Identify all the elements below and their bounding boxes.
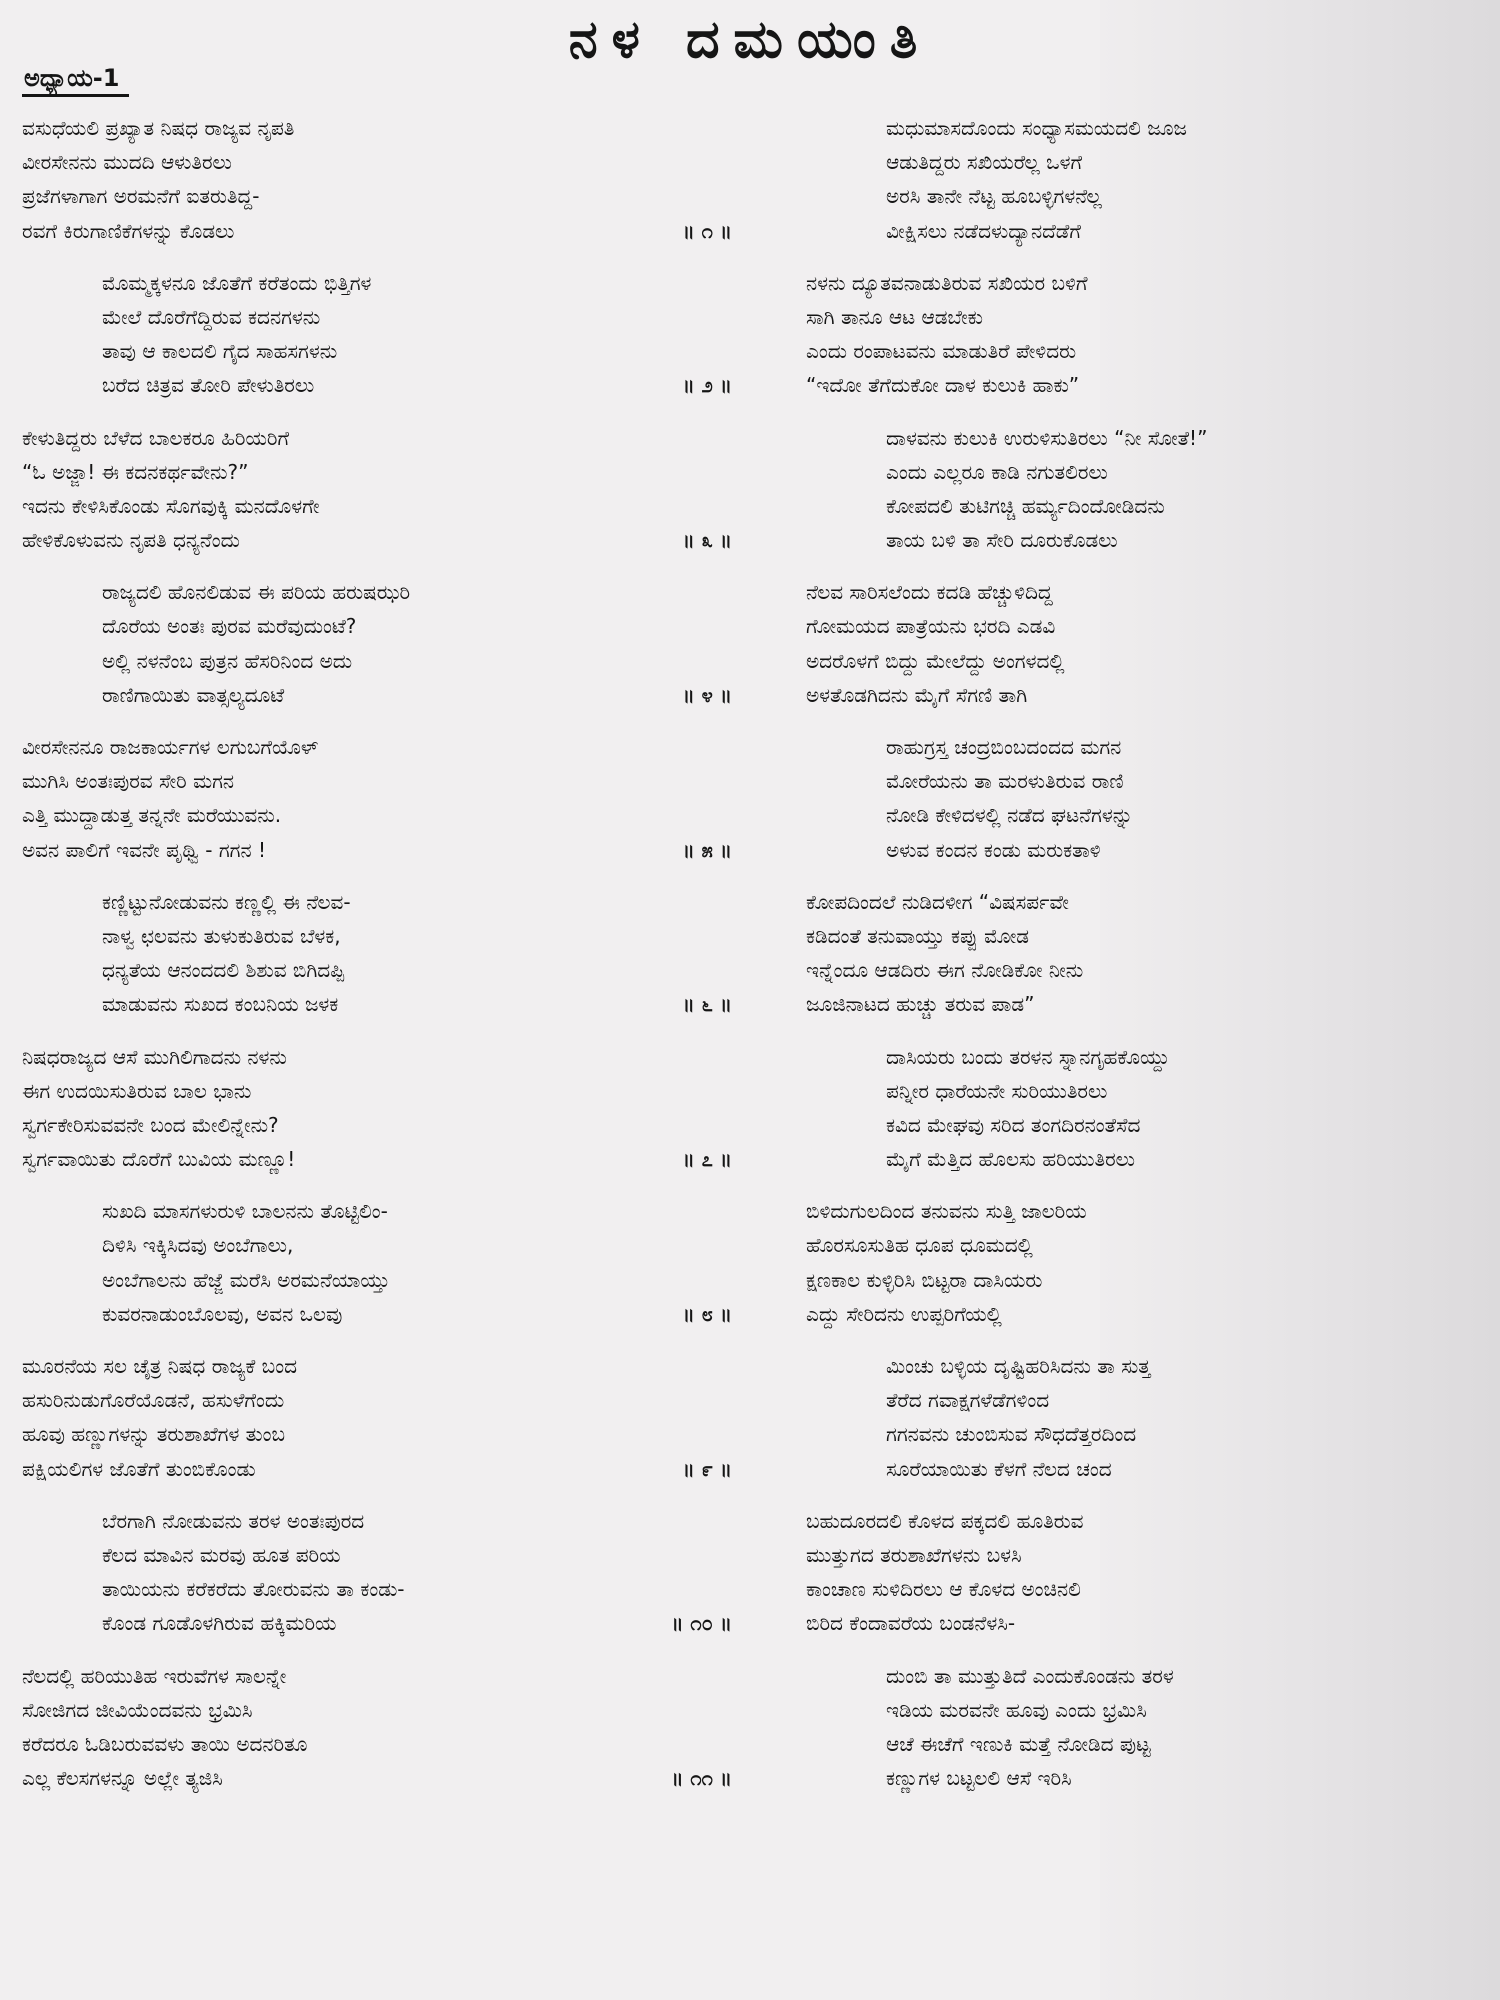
- chapter-heading: ಅಧ್ಯಾಯ-1: [22, 64, 129, 97]
- verse-line: ಸೂರೆಯಾಯಿತು ಕೆಳಗೆ ನೆಲದ ಚಂದ: [886, 1456, 1112, 1481]
- verse-line: ನೆಲವ ಸಾರಿಸಲೆಂದು ಕದಡಿ ಹೆಚ್ಚುಳಿದಿದ್ದ: [806, 580, 1053, 605]
- verse-line: ಕಡಿದಂತೆ ತನುವಾಯ್ತು ಕಪ್ಪು ಮೋಡ: [806, 923, 1030, 948]
- verse-line: ಆಡುತಿದ್ದರು ಸಖಿಯರೆಲ್ಲ ಒಳಗೆ: [886, 150, 1083, 175]
- verse-line: ನೆಲದಲ್ಲಿ ಹರಿಯುತಿಹ ಇರುವೆಗಳ ಸಾಲನ್ನೇ: [22, 1663, 287, 1688]
- verse-line: ಎಲ್ಲ ಕೆಲಸಗಳನ್ನೂ ಅಲ್ಲೇ ತ್ಯಜಿಸಿ: [22, 1766, 223, 1791]
- verse-line: ತೆರೆದ ಗವಾಕ್ಷಗಳೆಡೆಗಳಿಂದ: [886, 1388, 1050, 1413]
- verse-line: ಇದನು ಕೇಳಿಸಿಕೊಂಡು ಸೊಗವುಕ್ಕಿ ಮನದೊಳಗೇ: [22, 493, 320, 518]
- verse-line: ಕೋಪದಿಂದಲೆ ನುಡಿದಳೀಗ “ವಿಷಸರ್ಪವೇ: [806, 889, 1069, 914]
- verse-line: “ಇದೋ ತೆಗೆದುಕೋ ದಾಳ ಕುಲುಕಿ ಹಾಕು”: [806, 373, 1080, 398]
- verse-line: ಅರಸಿ ತಾನೇ ನೆಟ್ಟ ಹೂಬಳ್ಳಿಗಳನೆಲ್ಲ: [886, 184, 1102, 209]
- stanza: [806, 575, 1406, 712]
- stanza: [806, 1040, 1406, 1177]
- verse-line: ಜೂಜಿನಾಟದ ಹುಚ್ಚು ತರುವ ಪಾಡ”: [806, 992, 1035, 1017]
- verse-line: ಹಸುರಿನುಡುಗೊರೆಯೊಡನೆ, ಹಸುಳೆಗೆಂದು: [22, 1388, 285, 1413]
- verse-line: ಈಗ ಉದಯಿಸುತಿರುವ ಬಾಲ ಭಾನು: [22, 1078, 252, 1103]
- verse-line: ಮೈಗೆ ಮೆತ್ತಿದ ಹೊಲಸು ಹರಿಯುತಿರಲು: [886, 1147, 1135, 1172]
- verse-line: ಅದರೊಳಗೆ ಬಿದ್ದು ಮೇಲೆದ್ದು ಅಂಗಳದಲ್ಲಿ: [806, 648, 1065, 673]
- verse-line: ಮಾಡುವನು ಸುಖದ ಕಂಬನಿಯ ಜಳಕ: [102, 992, 339, 1017]
- verse-line: ಕುವರನಾಡುಂಬೊಲವು, ಅವನ ಒಲವು: [102, 1301, 343, 1326]
- verse-line: ನೋಡಿ ಕೇಳಿದಳಲ್ಲಿ ನಡೆದ ಘಟನೆಗಳನ್ನು: [886, 803, 1133, 828]
- verse-line: ಅಳುವ ಕಂದನ ಕಂಡು ಮರುಕತಾಳಿ: [886, 837, 1101, 862]
- verse-line: ದಾಸಿಯರು ಬಂದು ತರಳನ ಸ್ನಾನಗೃಹಕೊಯ್ದು: [886, 1044, 1170, 1069]
- verse-line: ಮೋರೆಯನು ತಾ ಮರಳುತಿರುವ ರಾಣಿ: [886, 769, 1124, 794]
- verse-line: ದೊರೆಯ ಅಂತಃ ಪುರವ ಮರೆವುದುಂಟೆ?: [102, 614, 357, 639]
- verse-line: ಹೂವು ಹಣ್ಣುಗಳನ್ನು ತರುಶಾಖೆಗಳ ತುಂಬ: [22, 1422, 286, 1447]
- verse-line: ವಸುಧೆಯಲಿ ಪ್ರಖ್ಯಾತ ನಿಷಧ ರಾಜ್ಯವ ನೃಪತಿ: [22, 116, 295, 140]
- verse-line: ಪ್ರಜೆಗಳಾಗಾಗ ಅರಮನೆಗೆ ಐತರುತಿದ್ದ-: [22, 184, 260, 209]
- verse-line: ಮೊಮ್ಮಕ್ಕಳನೂ ಜೊತೆಗೆ ಕರೆತಂದು ಭಿತ್ತಿಗಳ: [102, 270, 372, 295]
- verse-line: ವೀರಸೇನನು ಮುದದಿ ಆಳುತಿರಲು: [22, 150, 232, 175]
- verse-line: ಮುತ್ತುಗದ ತರುಶಾಖೆಗಳನು ಬಳಸಿ: [806, 1542, 1022, 1567]
- stanza: [22, 111, 732, 248]
- stanza: [22, 1349, 732, 1486]
- stanza: [806, 266, 1406, 403]
- verse-line: ದುಂಬಿ ತಾ ಮುತ್ತುತಿದೆ ಎಂದುಕೊಂಡನು ತರಳ: [886, 1663, 1174, 1688]
- verse-line: ಬಿಳಿದುಗುಲದಿಂದ ತನುವನು ಸುತ್ತಿ ಜಾಲರಿಯ: [806, 1199, 1087, 1224]
- verse-line: ಬೆರಗಾಗಿ ನೋಡುವನು ತರಳ ಅಂತಃಪುರದ: [102, 1508, 365, 1533]
- verse-line: ನಳನು ದ್ಯೂತವನಾಡುತಿರುವ ಸಖಿಯರ ಬಳಿಗೆ: [806, 270, 1088, 295]
- verse-line: ಮಧುಮಾಸದೊಂದು ಸಂಧ್ಯಾಸಮಯದಲಿ ಜೂಜ: [886, 116, 1187, 140]
- stanza-number: ॥ ೮ ॥: [682, 1301, 732, 1326]
- verse-line: ದಾಳವನು ಕುಲುಕಿ ಉರುಳಿಸುತಿರಲು “ನೀ ಸೋತೆ!”: [886, 425, 1208, 450]
- verse-line: ವೀರಸೇನನೂ ರಾಜಕಾರ್ಯಗಳ ಲಗುಬಗೆಯೊಳ್: [22, 735, 319, 759]
- verse-line: ಆಚೆ ಈಚೆಗೆ ಇಣುಕಿ ಮತ್ತೆ ನೋಡಿದ ಪುಟ್ಟ: [886, 1731, 1151, 1756]
- stanza-number: ॥ ೩ ॥: [682, 528, 732, 553]
- verse-line: ದಿಳಿಸಿ ಇಕ್ಕಿಸಿದವು ಅಂಬೆಗಾಲು,: [102, 1233, 294, 1258]
- verse-line: ಬರೆದ ಚಿತ್ರವ ತೋರಿ ಪೇಳುತಿರಲು: [102, 373, 315, 398]
- stanza-number: ॥ ೧೦ ॥: [671, 1611, 732, 1636]
- verse-line: ಅಂಬೆಗಾಲನು ಹೆಜ್ಜೆ ಮರೆಸಿ ಅರಮನೆಯಾಯ್ತು: [102, 1267, 390, 1292]
- stanza: [22, 1659, 732, 1796]
- verse-line: ಅವನ ಪಾಲಿಗೆ ಇವನೇ ಪೃಥ್ವಿ - ಗಗನ !: [22, 837, 266, 862]
- verse-line: ಕೋಪದಲಿ ತುಟಿಗಚ್ಚಿ ಹರ್ಮ್ಯದಿಂದೋಡಿದನು: [886, 493, 1165, 518]
- verse-line: ಗಗನವನು ಚುಂಬಿಸುವ ಸೌಧದೆತ್ತರದಿಂದ: [886, 1422, 1137, 1447]
- verse-line: ಗೋಮಯದ ಪಾತ್ರೆಯನು ಭರದಿ ಎಡವಿ: [806, 614, 1056, 639]
- verse-line: ಬಹುದೂರದಲಿ ಕೊಳದ ಪಕ್ಕದಲಿ ಹೂತಿರುವ: [806, 1508, 1084, 1533]
- verse-line: ಧನ್ಯತೆಯ ಆನಂದದಲಿ ಶಿಶುವ ಬಿಗಿದಪ್ಪಿ: [102, 958, 345, 983]
- verse-line: ಕಣ್ಣುಗಳ ಬಟ್ಟಲಲಿ ಆಸೆ ಇರಿಸಿ: [886, 1766, 1072, 1791]
- stanza: [806, 1659, 1406, 1796]
- stanza-number: ॥ ೭ ॥: [682, 1147, 732, 1172]
- verse-line: ಕವಿದ ಮೇಘವು ಸರಿದ ತಂಗದಿರನಂತೆಸೆದ: [886, 1112, 1141, 1137]
- stanza: [806, 111, 1406, 248]
- stanza-number: ॥ ೯ ॥: [682, 1456, 732, 1481]
- stanza: [22, 421, 732, 558]
- verse-line: ತಾಯ ಬಳಿ ತಾ ಸೇರಿ ದೂರುಕೊಡಲು: [886, 528, 1118, 553]
- verse-line: ನಾಳ್ವ ಛಲವನು ತುಳುಕುತಿರುವ ಬೆಳಕ,: [102, 923, 341, 948]
- stanza: [806, 885, 1406, 1022]
- verse-line: ವೀಕ್ಷಿಸಲು ನಡೆದಳುದ್ಯಾನದೆಡೆಗೆ: [886, 218, 1081, 243]
- verse-line: ರವಗೆ ಕಿರುಗಾಣಿಕೆಗಳನ್ನು ಕೊಡಲು: [22, 218, 235, 243]
- verse-line: ಎದ್ದು ಸೇರಿದನು ಉಪ್ಪರಿಗೆಯಲ್ಲಿ: [806, 1301, 1002, 1326]
- verse-line: “ಓ ಅಜ್ಜಾ! ಈ ಕದನಕರ್ಥವೇನು?”: [22, 459, 249, 484]
- verse-line: ಎತ್ತಿ ಮುದ್ದಾಡುತ್ತ ತನ್ನನೇ ಮರೆಯುವನು.: [22, 803, 282, 828]
- stanza: [806, 421, 1406, 558]
- stanza: [22, 575, 732, 712]
- stanza-number: ॥ ೫ ॥: [682, 837, 732, 862]
- verse-line: ಎಂದು ಎಲ್ಲರೂ ಕಾಡಿ ನಗುತಲಿರಲು: [886, 459, 1108, 484]
- stanza-number: ॥ ೧ ॥: [682, 218, 732, 243]
- stanza-number: ॥ ೬ ॥: [682, 992, 732, 1017]
- verse-line: ಇನ್ನೆಂದೂ ಆಡದಿರು ಈಗ ನೋಡಿಕೋ ನೀನು: [806, 958, 1084, 983]
- verse-line: ತಾವು ಆ ಕಾಲದಲಿ ಗೈದ ಸಾಹಸಗಳನು: [102, 339, 338, 364]
- stanza: [22, 1194, 732, 1331]
- stanza: [806, 1349, 1406, 1486]
- stanza: [806, 730, 1406, 867]
- stanza: [22, 1040, 732, 1177]
- verse-line: ಮೇಲೆ ದೊರೆಗೆದ್ದಿರುವ ಕದನಗಳನು: [102, 304, 321, 329]
- verse-line: ಕಣ್ಣಿಟ್ಟುನೋಡುವನು ಕಣ್ಣಲ್ಲಿ ಈ ನೆಲವ-: [102, 889, 351, 914]
- verse-line: ರಾಹುಗ್ರಸ್ತ ಚಂದ್ರಬಿಂಬದಂದದ ಮಗನ: [886, 735, 1122, 759]
- verse-line: ಮುಗಿಸಿ ಅಂತಃಪುರವ ಸೇರಿ ಮಗನ: [22, 769, 235, 794]
- right-column: [806, 111, 1406, 1813]
- verse-line: ಸ್ವರ್ಗವಾಯಿತು ದೊರೆಗೆ ಬುವಿಯ ಮಣ್ಣೂ!: [22, 1147, 296, 1172]
- verse-line: ಸುಖದಿ ಮಾಸಗಳುರುಳಿ ಬಾಲನನು ತೊಟ್ಟಿಲಿಂ-: [102, 1199, 388, 1224]
- verse-line: ರಾಜ್ಯದಲಿ ಹೊನಲಿಡುವ ಈ ಪರಿಯ ಹರುಷಝರಿ: [102, 580, 411, 605]
- verse-line: ಅಳತೊಡಗಿದನು ಮೈಗೆ ಸೆಗಣಿ ತಾಗಿ: [806, 682, 1028, 707]
- stanza: [806, 1504, 1406, 1641]
- verse-line: ಕ್ಷಣಕಾಲ ಕುಳ್ಳಿರಿಸಿ ಬಿಟ್ಟರಾ ದಾಸಿಯರು: [806, 1267, 1043, 1292]
- verse-line: ಕೆಲದ ಮಾವಿನ ಮರವು ಹೂತ ಪರಿಯ: [102, 1542, 341, 1567]
- stanza-number: ॥ ೧೧ ॥: [671, 1766, 732, 1791]
- verse-line: ಮಿಂಚು ಬಳ್ಳಿಯ ದೃಷ್ಟಿಹರಿಸಿದನು ತಾ ಸುತ್ತ: [886, 1354, 1151, 1378]
- verse-line: ಬಿರಿದ ಕೆಂದಾವರೆಯ ಬಂಡನೆಳಸಿ-: [806, 1611, 1016, 1636]
- verse-line: ಮೂರನೆಯ ಸಲ ಚೈತ್ರ ನಿಷಧ ರಾಜ್ಯಕೆ ಬಂದ: [22, 1354, 298, 1378]
- verse-line: ಹೊರಸೂಸುತಿಹ ಧೂಪ ಧೂಮದಲ್ಲಿ: [806, 1233, 1033, 1258]
- verse-line: ಇಡಿಯ ಮರವನೇ ಹೂವು ಎಂದು ಭ್ರಮಿಸಿ: [886, 1697, 1147, 1722]
- stanza: [22, 730, 732, 867]
- page-title: ನಳ ದಮಯಂತಿ: [568, 10, 932, 70]
- stanza: [22, 885, 732, 1022]
- verse-line: ಕಾಂಚಾಣ ಸುಳಿದಿರಲು ಆ ಕೊಳದ ಅಂಚಿನಲಿ: [806, 1577, 1081, 1602]
- verse-line: ಪಕ್ಷಿಯಲಿಗಳ ಜೊತೆಗೆ ತುಂಬಿಕೊಂಡು: [22, 1456, 256, 1481]
- stanza: [22, 266, 732, 403]
- verse-line: ಎಂದು ರಂಪಾಟವನು ಮಾಡುತಿರೆ ಪೇಳಿದರು: [806, 339, 1077, 364]
- verse-line: ತಾಯಿಯನು ಕರೆಕರೆದು ತೋರುವನು ತಾ ಕಂಡು-: [102, 1577, 405, 1602]
- verse-line: ಕರೆದರೂ ಓಡಿಬರುವವಳು ತಾಯಿ ಅದನರಿತೂ: [22, 1731, 308, 1756]
- stanza: [22, 1504, 732, 1641]
- stanza: [806, 1194, 1406, 1331]
- left-column: [22, 111, 732, 1813]
- verse-line: ಸ್ವರ್ಗಕೇರಿಸುವವನೇ ಬಂದ ಮೇಲಿನ್ನೇನು?: [22, 1112, 279, 1137]
- verse-line: ಕೊಂಡ ಗೂಡೊಳಗಿರುವ ಹಕ್ಕಿಮರಿಯ: [102, 1611, 337, 1636]
- verse-line: ಸೋಜಿಗದ ಜೀವಿಯೆಂದವನು ಭ್ರಮಿಸಿ: [22, 1697, 253, 1722]
- verse-line: ಪನ್ನೀರ ಧಾರೆಯನೇ ಸುರಿಯುತಿರಲು: [886, 1078, 1108, 1103]
- verse-line: ನಿಷಧರಾಜ್ಯದ ಆಸೆ ಮುಗಿಲಿಗಾದನು ನಳನು: [22, 1044, 287, 1069]
- verse-line: ಅಲ್ಲಿ ನಳನೆಂಬ ಪುತ್ರನ ಹೆಸರಿನಿಂದ ಅದು: [102, 648, 353, 673]
- stanza-number: ॥ ೨ ॥: [682, 373, 732, 398]
- verse-line: ಕೇಳುತಿದ್ದರು ಬೆಳೆದ ಬಾಲಕರೂ ಹಿರಿಯರಿಗೆ: [22, 425, 290, 450]
- stanza-number: ॥ ೪ ॥: [682, 682, 732, 707]
- verse-line: ರಾಣಿಗಾಯಿತು ವಾತ್ಸಲ್ಯದೂಟೆ: [102, 682, 285, 707]
- verse-line: ಸಾಗಿ ತಾನೂ ಆಟ ಆಡಬೇಕು: [806, 304, 984, 329]
- verse-line: ಹೇಳಿಕೊಳುವನು ನೃಪತಿ ಧನ್ಯನೆಂದು: [22, 528, 240, 553]
